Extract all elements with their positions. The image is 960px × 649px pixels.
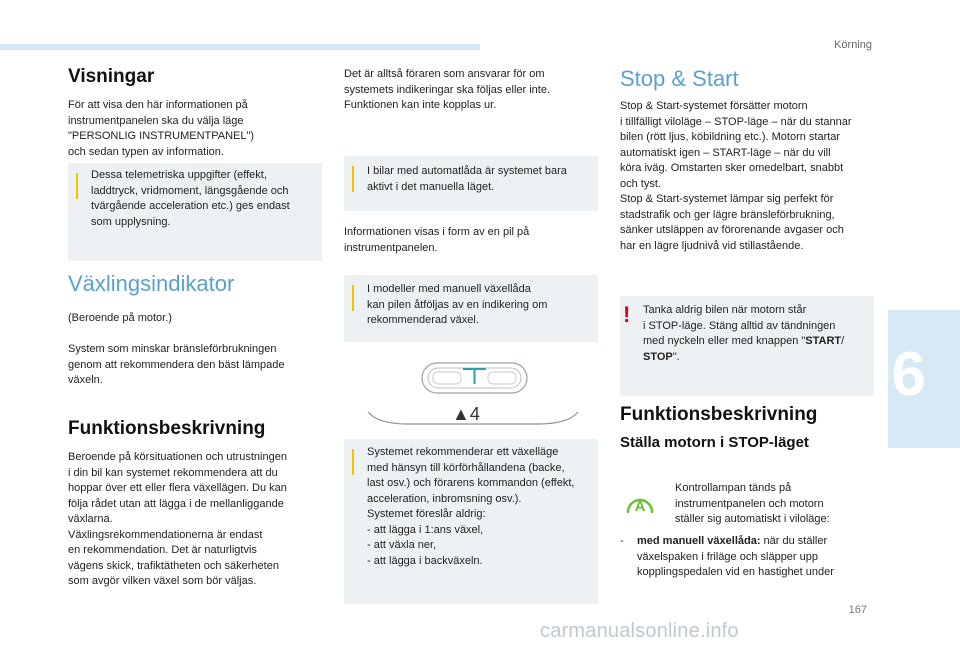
manual-gearbox-bullet-text: när du ställer växelspaken i friläge och släpper upp kopplingspedalen vid en hastighet under — [637, 535, 834, 578]
note-bar-icon — [76, 173, 78, 199]
shift-indicator-illustration — [420, 360, 530, 396]
refuel-warning-text-a: Tanka aldrig bilen när motorn står i STOP-läge. Stäng alltid av tändningen med nyckeln eller med knappen " — [643, 304, 836, 347]
note-bar-icon — [352, 449, 354, 475]
stop-label: STOP — [643, 350, 673, 363]
header-bar — [0, 44, 480, 50]
arrow-info-text: Informationen visas i form av en pil på instrumentpanelen. — [344, 226, 530, 254]
lamp-text: Kontrollampan tänds på instrumentpanelen och motorn ställer sig automatiskt i viloläge: — [675, 482, 830, 525]
warning-icon: ! — [623, 302, 631, 327]
note-bar-icon — [352, 285, 354, 311]
manual-gearbox-bullet — [637, 534, 877, 581]
start-label: START — [805, 335, 842, 347]
stop-start-lamp-icon — [625, 490, 655, 520]
telemetry-note-text: Dessa telemetriska uppgifter (effekt, laddtryck, vridmoment, längsgående och tvärgående acceleration etc.) ges endast som upplysning. — [91, 169, 290, 228]
telemetry-note — [68, 163, 322, 261]
bullet-dash: - — [620, 535, 624, 547]
vaxlingsindikator-heading: Växlingsindikator — [68, 271, 235, 296]
page-number: 167 — [848, 604, 867, 616]
manual-gearbox-note — [344, 275, 598, 342]
refuel-warning-text — [643, 303, 844, 365]
automatic-gearbox-note — [344, 156, 598, 211]
stop-mode-subheading: Ställa motorn i STOP-läget — [620, 434, 809, 451]
note-bar-icon — [352, 166, 354, 192]
refuel-warning — [620, 296, 874, 396]
slash: / — [841, 335, 845, 347]
section-label: Körning — [834, 39, 872, 51]
funktionsbeskrivning-text: Beroende på körsituationen och utrustningen i din bil kan systemet rekommendera att du hoppar över ett eller flera växellägen. Du kan följa rådet utan att lägga i de mellanliggande växlarna. Växlingsrekommendationerna är endast en rekommendation. Det är naturligtvis vägens skick, trafiktätheten och säkerheten som avgör vilken växel som bör väljas. — [68, 451, 287, 587]
motor-note: (Beroende på motor.) — [68, 312, 172, 324]
gear-recommendation-note — [344, 439, 598, 604]
automatic-gearbox-note-text: I bilar med automatlåda är systemet bara aktivt i det manuella läget. — [367, 165, 567, 193]
manual-gearbox-note-text: I modeller med manuell växellåda kan pilen åtföljas av en indikering om rekommenderad växel. — [367, 283, 548, 326]
visningar-heading: Visningar — [68, 66, 155, 87]
chapter-number: 6 — [891, 340, 926, 409]
lamp-letter: A — [634, 498, 646, 515]
recommended-gear-display: ▲4 — [452, 404, 480, 424]
watermark: carmanualsonline.info — [540, 620, 739, 642]
manual-gearbox-bullet-label: med manuell växellåda: — [637, 535, 761, 547]
refuel-warning-text-b: ". — [672, 350, 680, 363]
visningar-text: För att visa den här informationen på instrumentpanelen ska du välja läge "PERSONLIG INSTRUMENTPANEL") och sedan typen av information. — [68, 99, 255, 158]
stop-start-funktion-heading: Funktionsbeskrivning — [620, 404, 818, 425]
gear-recommendation-note-text: Systemet rekommenderar ett växelläge med hänsyn till körförhållandena (backe, last osv.) och förarens kommandon (effekt, acceleration, inbromsning osv.). Systemet föreslår aldrig: - att lägga i 1:ans växel, - att växla ner, - att lägga i backväxeln. — [367, 446, 575, 567]
stop-start-heading: Stop & Start — [620, 66, 739, 91]
driver-responsibility-text: Det är alltså föraren som ansvarar för om systemets indikeringar ska följas eller inte. Funktionen kan inte kopplas ur. — [344, 68, 551, 111]
system-text: System som minskar bränsleförbrukningen genom att rekommendera den bäst lämpade växeln. — [68, 343, 285, 386]
stop-start-text: Stop & Start-systemet försätter motorn i tillfälligt viloläge – STOP-läge – när du stannar bilen (rött ljus, köbildning etc.). Motorn startar automatiskt igen – START-läge – när du vill köra iväg. Omstarten sker omedelbart, snabbt och tyst. Stop & Start-systemet lämpar sig perfekt för stadstrafik och ger lägre bränsleförbrukning, sänker utsläppen av förorenande avgaser och har en lägre ljudnivå vid stillastående. — [620, 100, 852, 252]
funktionsbeskrivning-heading: Funktionsbeskrivning — [68, 418, 266, 439]
